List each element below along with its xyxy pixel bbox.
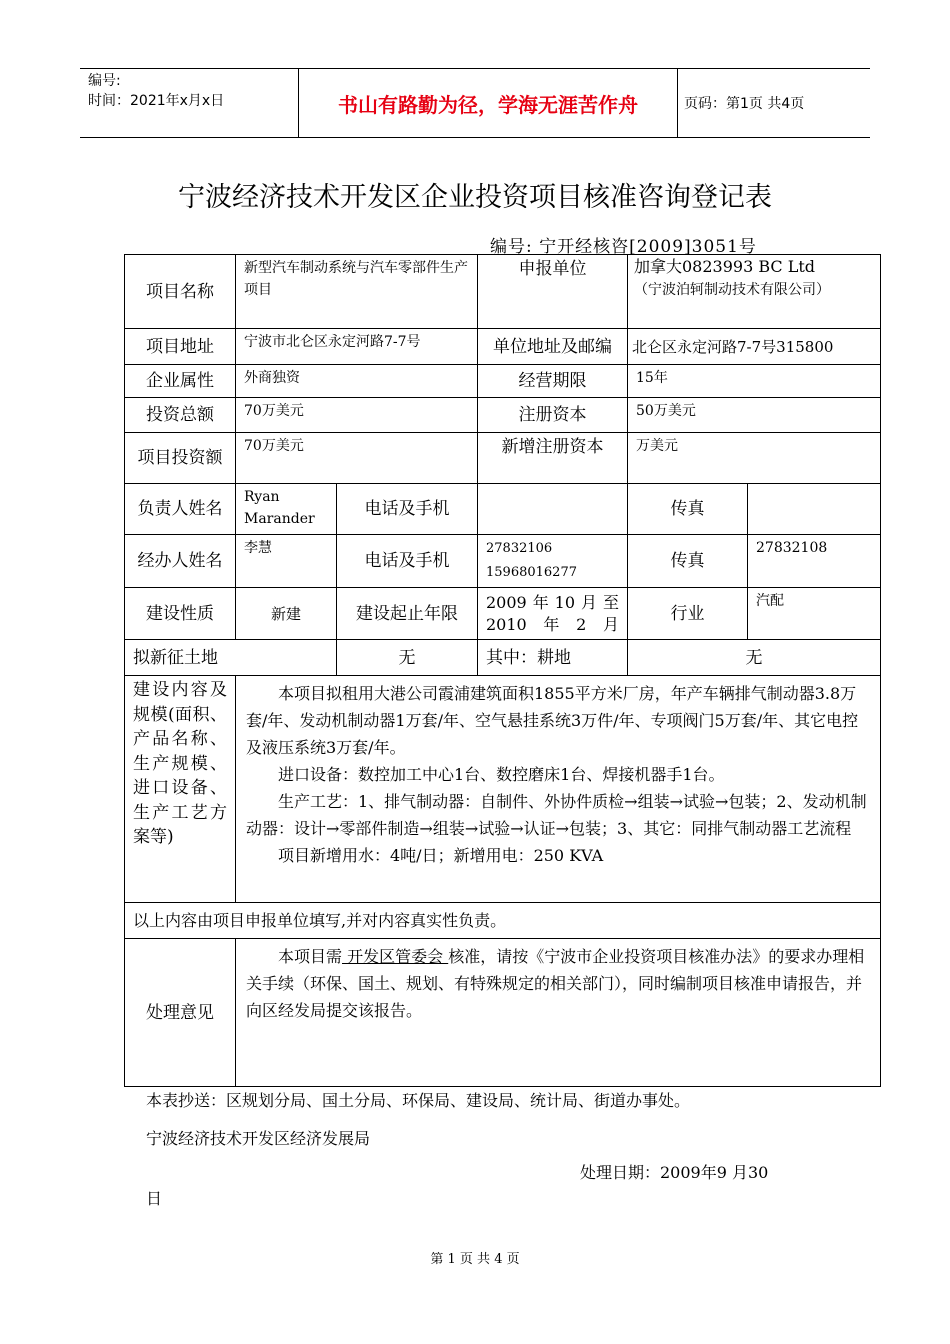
industry-label: 行业	[628, 588, 748, 640]
process-date: 处理日期：2009年9 月30	[580, 1163, 769, 1182]
opinion-text: 核准，请按《宁波市企业投资项目核准办法》的要求办理相关手续（环保、国土、规划、有特殊规定的相关部门），同时编制项目核准申请报告，并向区经发局提交该报告。	[246, 947, 865, 1020]
header-meta	[80, 69, 298, 137]
registration-form	[124, 254, 881, 1087]
phone-2: 27832106 15968016277	[478, 535, 628, 588]
process-date-tail: 日	[146, 1189, 163, 1208]
opinion-label: 处理意见	[125, 939, 236, 1087]
unit-address: 北仑区永定河路7-7号315800	[628, 329, 881, 365]
fax-label: 传真	[628, 484, 748, 535]
construction-period: 2009年10月至2010年2月	[478, 588, 628, 640]
project-name: 新型汽车制动系统与汽车零部件生产项目	[236, 255, 478, 329]
land-label: 拟新征土地	[125, 640, 337, 676]
cc-line: 本表抄送：区规划分局、国土分局、环保局、建设局、统计局、街道办事处。	[146, 1091, 691, 1110]
scope-paragraph: 本项目拟租用大港公司霞浦建筑面积1855平方米厂房，年产车辆排气制动器3.8万套/年、发动机制动器1万套/年、空气悬挂系统3万件/年、专项阀门5万套/年、其它电控及液压系统3万套/年。	[246, 684, 859, 757]
unit-address-label: 单位地址及邮编	[478, 329, 628, 365]
opinion-text: 本项目需	[278, 947, 343, 966]
new-registered-capital-label: 新增注册资本	[478, 433, 628, 484]
phone-label: 电话及手机	[337, 484, 478, 535]
project-address: 宁波市北仑区永定河路7-7号	[236, 329, 478, 365]
time-label: 时间：2021年x月x日	[88, 93, 225, 109]
handler-label: 经办人姓名	[125, 535, 236, 588]
farmland: 无	[628, 640, 881, 676]
applicant-line2: （宁波泊轲制动技术有限公司）	[634, 282, 830, 298]
fax-1	[748, 484, 881, 535]
operating-period-label: 经营期限	[478, 365, 628, 398]
registered-capital-label: 注册资本	[478, 398, 628, 433]
scope-label: 建设内容及规模(面积、产品名称、生产规模、进口设备、生产工艺方案等)	[125, 676, 236, 903]
person-in-charge: Ryan Marander	[236, 484, 337, 535]
construction-nature-label: 建设性质	[125, 588, 236, 640]
farmland-label: 其中：耕地	[478, 640, 628, 676]
total-investment: 70万美元	[236, 398, 478, 433]
scope-content	[236, 676, 881, 903]
total-investment-label: 投资总额	[125, 398, 236, 433]
applicant-label: 申报单位	[478, 255, 628, 329]
project-name-label: 项目名称	[125, 255, 236, 329]
phone-label-2: 电话及手机	[337, 535, 478, 588]
construction-period-label: 建设起止年限	[337, 588, 478, 640]
phone-1	[478, 484, 628, 535]
fax-2: 27832108	[748, 535, 881, 588]
applicant-line1: 加拿大0823993 BC Ltd	[634, 257, 816, 276]
new-registered-capital: 万美元	[628, 433, 881, 484]
project-investment: 70万美元	[236, 433, 478, 484]
declaration: 以上内容由项目申报单位填写,并对内容真实性负责。	[125, 903, 881, 939]
number-label: 编号:	[88, 73, 121, 89]
construction-nature: 新建	[236, 588, 337, 640]
project-address-label: 项目地址	[125, 329, 236, 365]
operating-period: 15年	[628, 365, 881, 398]
issuing-org: 宁波经济技术开发区经济发展局	[146, 1129, 371, 1148]
scope-paragraph: 进口设备：数控加工中心1台、数控磨床1台、焊接机器手1台。	[278, 765, 725, 784]
registered-capital: 50万美元	[628, 398, 881, 433]
page-label: 页码：第1页 共4页	[684, 96, 805, 112]
industry: 汽配	[748, 588, 881, 640]
motto: 书山有路勤为径，学海无涯苦作舟	[298, 69, 678, 137]
enterprise-type: 外商独资	[236, 365, 478, 398]
scope-paragraph: 生产工艺：1、排气制动器：自制件、外协件质检→组装→试验→包装；2、发动机制动器：设计→零部件制造→组装→试验→认证→包装；3、其它：同排气制动器工艺流程	[246, 792, 867, 838]
page-footer: 第 1 页 共 4 页	[430, 1252, 520, 1267]
scope-paragraph: 项目新增用水：4吨/日；新增用电：250 KVA	[278, 846, 604, 865]
page-header	[80, 68, 870, 138]
person-in-charge-label: 负责人姓名	[125, 484, 236, 535]
page-title: 宁波经济技术开发区企业投资项目核准咨询登记表	[178, 182, 772, 213]
project-investment-label: 项目投资额	[125, 433, 236, 484]
fax-label-2: 传真	[628, 535, 748, 588]
land: 无	[337, 640, 478, 676]
doc-number: 编号: 宁开经核咨[2009]3051号	[490, 237, 757, 257]
opinion-content	[236, 939, 881, 1087]
handler: 李慧	[236, 535, 337, 588]
approving-authority: 开发区管委会	[342, 947, 449, 966]
enterprise-type-label: 企业属性	[125, 365, 236, 398]
